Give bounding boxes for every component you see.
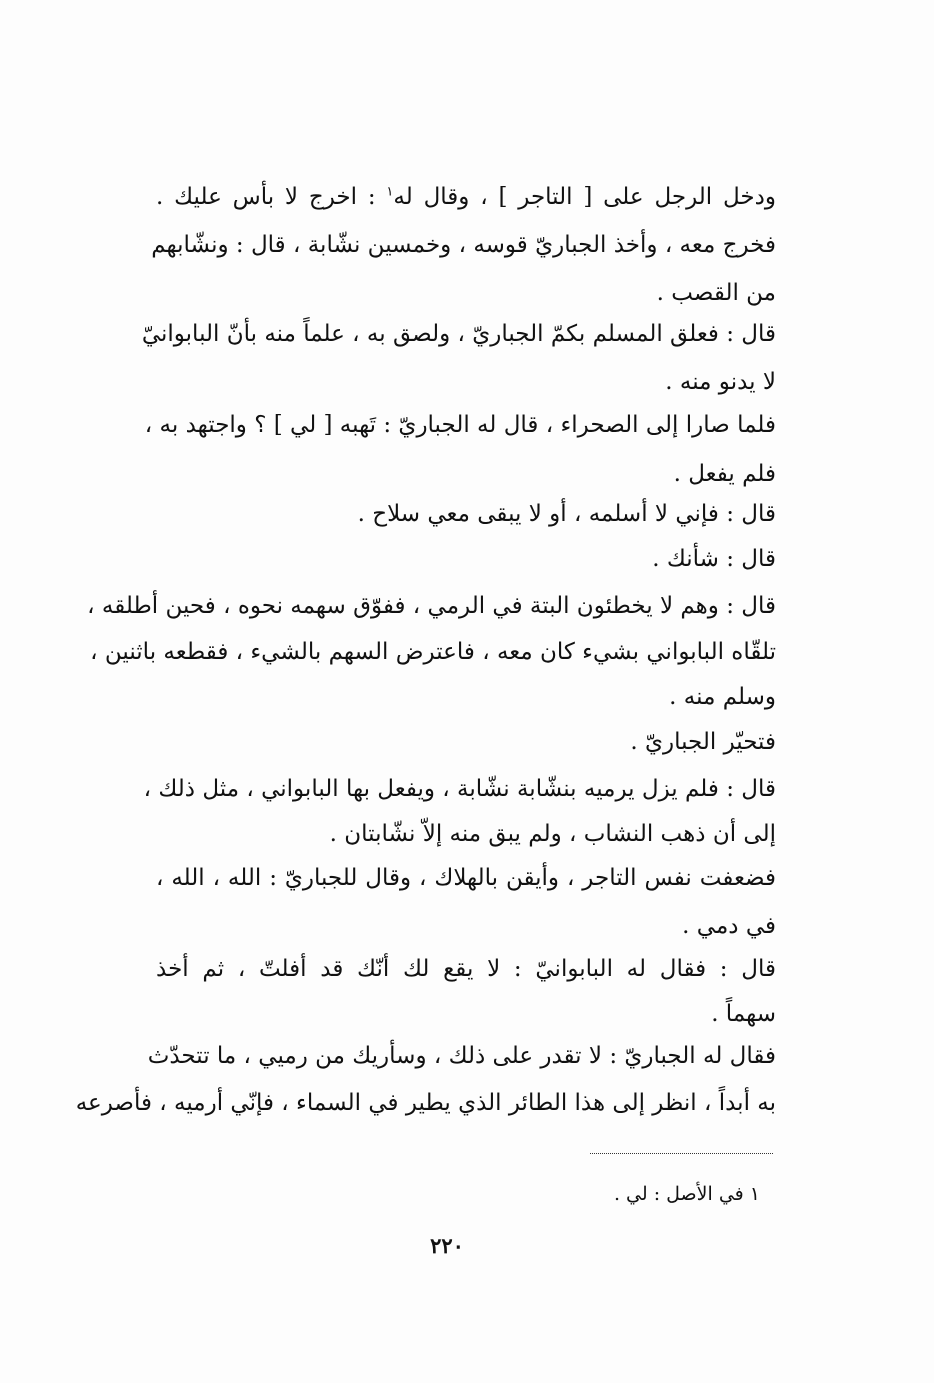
text-line-1-end: : اخرج لا بأس عليك . xyxy=(156,184,387,210)
text-line-11: تلقّاه البابواني بشيء كان معه ، فاعترض السهم بالشيء ، فقطعه باثنين ، xyxy=(90,639,776,665)
text-line-1-start: ودخل الرجل على [ التاجر ] ، وقال له xyxy=(393,184,776,210)
text-line-17: في دمي . xyxy=(682,913,776,939)
footnote: ١ في الأصل : لي . xyxy=(613,1183,760,1205)
text-line-1 xyxy=(156,181,776,213)
text-line-20: فقال له الجباريّ : لا تقدر على ذلك ، وسأريك من رميي ، ما تتحدّث xyxy=(147,1043,776,1069)
footnote-marker: ١ xyxy=(386,184,394,200)
text-line-2: فخرج معه ، وأخذ الجباريّ قوسه ، وخمسين نشّابة ، قال : ونشّابهم xyxy=(151,232,776,258)
text-line-5: لا يدنو منه . xyxy=(665,369,776,395)
text-line-16: فضعفت نفس التاجر ، وأيقن بالهلاك ، وقال للجباريّ : الله ، الله ، xyxy=(156,865,776,891)
text-line-19: سهماً . xyxy=(711,1001,776,1027)
text-line-12: وسلم منه . xyxy=(669,684,776,710)
text-line-7: فلم يفعل . xyxy=(673,461,776,487)
text-line-21: به أبداً ، انظر إلى هذا الطائر الذي يطير في السماء ، فإنّي أرميه ، فأصرعه xyxy=(75,1090,776,1116)
footnote-separator xyxy=(590,1153,773,1154)
text-line-13: فتحيّر الجباريّ . xyxy=(630,729,776,755)
text-line-3: من القصب . xyxy=(656,280,776,306)
text-line-10: قال : وهم لا يخطئون البتة في الرمي ، ففوّق سهمه نحوه ، فحين أطلقه ، xyxy=(87,593,776,619)
text-line-15: إلى أن ذهب النشاب ، ولم يبق منه إلاّ نشّابتان . xyxy=(329,821,776,847)
text-line-9: قال : شأنك . xyxy=(652,546,776,572)
text-line-14: قال : فلم يزل يرميه بنشّابة نشّابة ، ويفعل بها البابواني ، مثل ذلك ، xyxy=(143,776,776,802)
text-line-4: قال : فعلق المسلم بكمّ الجباريّ ، ولصق به ، علماً منه بأنّ البابوانيّ xyxy=(141,321,776,347)
text-line-6: فلما صارا إلى الصحراء ، قال له الجباريّ : تَهبه [ لي ] ؟ واجتهد به ، xyxy=(144,412,776,438)
text-line-8: قال : فإني لا أسلمه ، أو لا يبقى معي سلاح . xyxy=(357,501,776,527)
text-line-18: قال : فقال له البابوانيّ : لا يقع لك أنّك قد أفلتّ ، ثم أخذ xyxy=(156,956,776,982)
page-number: ٢٢٠ xyxy=(430,1233,464,1258)
